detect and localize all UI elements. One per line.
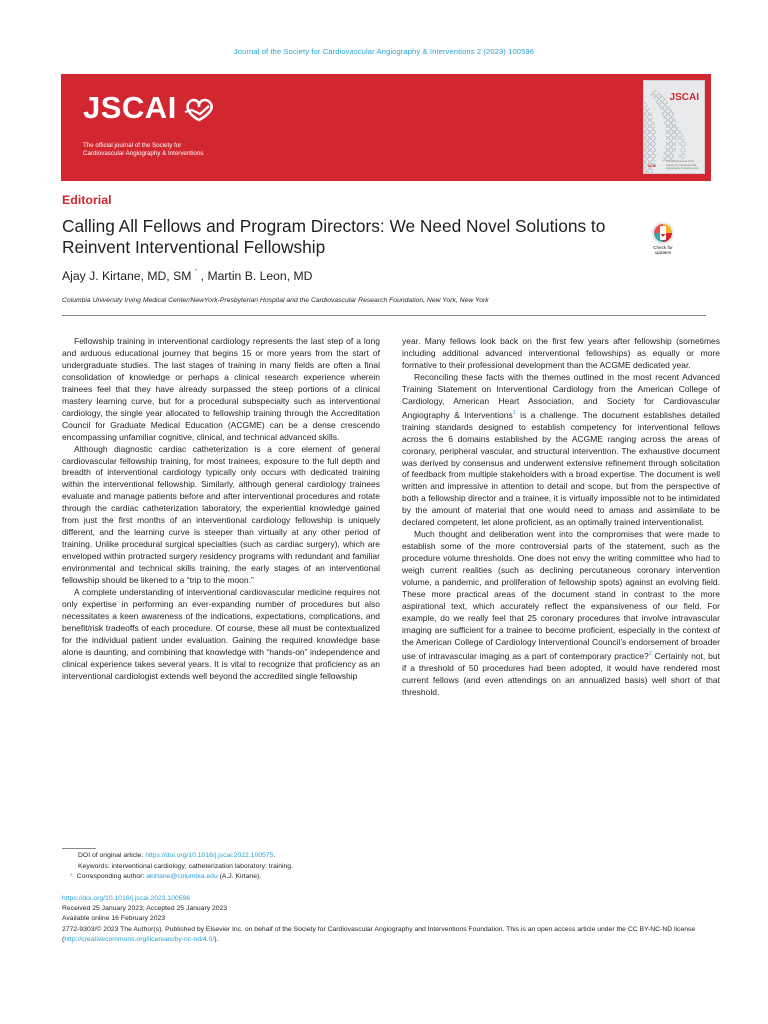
author-name: , Martin B. Leon, MD [200, 269, 313, 283]
cover-title: JSCAI [669, 92, 699, 103]
body-paragraph: Fellowship training in interventional cardiology represents the last step of a long and arduous educational journey that begins 15 or more years from the start of undergraduate studies. The last stages of training in many fields are often a final consolidation of knowledge or perhaps a clinical research experience wherein trainees feel that they have already surpassed the steep portions of a clinical mastery learning curve, but for a procedural subspecialty such as interventional cardiology, the single year allocated to fellowship training through the Accreditation Council for Graduate Medical Education (ACGME) can be a dense crescendo encompassing unfamiliar cognitive, clinical, and technical advanced skills. [62, 336, 380, 442]
corresponding-star: * [70, 873, 73, 881]
copyright-text: 2772-9303/© 2023 The Author(s). Published by Elsevier Inc. on behalf of the Society for Cardiovascular Angiography and Interventions Foundation. This is an open access article under the CC BY-NC-ND license ( [62, 925, 696, 943]
paragraph-text: Reconciling these facts with the themes outlined in the most recent Advanced Training Statement on Interventional Cardiology from the American College of Cardiology, American Heart Association, and Society for Cardiovascular Angiography & Interventions [402, 371, 720, 420]
author-name: Ajay J. Kirtane, MD, SM [62, 269, 192, 283]
journal-cover-thumbnail[interactable] [643, 80, 705, 174]
corr-label: Corresponding author: [76, 873, 147, 881]
footnotes [62, 851, 706, 883]
copyright-license [62, 925, 722, 945]
author-list [62, 268, 312, 283]
article-title: Calling All Fellows and Program Directors: We Need Novel Solutions to Reinvent Interventional Fellowship [62, 216, 606, 257]
paragraph-text: Much thought and deliberation went into the compromises that were made to establish some of the more controversial parts of the statement, such as the procedure volume thresholds. One does not envy the writing committee who had to weigh current realities (such as declining percutaneous coronary intervention volume, a pandemic, and proliferation of fellowship spots) against an evolving field. These more practical areas of the document stand in contrast to the more aspirational text, which accurately reflect the expansiveness of our field. For example, do we really feel that 25 coronary procedures that involve intravascular imaging are sufficient for a trainee to become proficient, especially in the context of the American College of Cardiology Interventional Council’s endorsement of broader use of intravascular imaging as a part of contemporary practice? [402, 529, 720, 661]
corresponding-author-note [62, 872, 706, 883]
license-end: ). [214, 935, 219, 943]
heart-logo-icon [184, 96, 214, 120]
journal-brand [83, 92, 214, 123]
check-for-updates-badge[interactable] [647, 222, 679, 260]
tagline-line: The official journal of the Society for [83, 142, 182, 149]
received-dates: Received 25 January 2023; Accepted 25 January 2023 [62, 905, 228, 913]
crossmark-line: Check for [653, 245, 673, 250]
reference-link[interactable]: 1 [512, 409, 516, 416]
journal-name: JSCAI [83, 90, 177, 125]
corresponding-author-mark[interactable]: * [194, 268, 198, 275]
original-article-doi [62, 851, 706, 862]
available-online: Available online 16 February 2023 [62, 915, 166, 923]
journal-tagline [83, 142, 283, 158]
affiliation: Columbia University Irving Medical Center/NewYork-Presbyterian Hospital and the Cardiovascular Research Foundation, New York, New York [62, 297, 489, 304]
doi-link[interactable]: https://doi.org/10.1016/j.jscai.2022.100575 [145, 852, 274, 859]
crossmark-icon [652, 222, 674, 244]
publication-info [62, 894, 722, 945]
journal-banner [61, 74, 711, 181]
body-column-left [62, 336, 380, 683]
footnote-divider [62, 848, 96, 849]
tagline-line: Cardiovascular Angiography & Interventions [83, 150, 204, 158]
doi-label: DOI of original article: [78, 852, 146, 859]
reference-link[interactable]: 2 [648, 650, 652, 657]
cover-foot-text: The official journal of the Society for Cardiovascular Angiography & Interventions [666, 160, 699, 170]
corr-end: (A.J. Kirtane). [217, 873, 262, 881]
article-doi-link[interactable]: https://doi.org/10.1016/j.jscai.2023.100596 [62, 895, 191, 902]
body-paragraph: A complete understanding of interventional cardiovascular medicine requires not only expertise in performing an ever-expanding number of procedures but also necessitates a keen awareness of the indications, expectations, complications, and benefit/risk tradeoffs of each procedure. Of course, these all must be contextualized for the individual patient under evaluation. Gaining the required knowledge base alone is daunting, and combining that knowledge with “hands-on” independence and clinical experience takes several years. It is vital to recognize that proficiency as an interventional cardiologist extends well beyond the accredited single fellowship [62, 587, 380, 681]
section-label: Editorial [62, 193, 112, 207]
body-paragraph: year. Many fellows look back on the first few years after fellowship (sometimes including additional advanced interventional fellowships) as equally or more formative to their professional development than the ACGME dedicated year. [402, 336, 720, 370]
body-paragraph [402, 529, 720, 698]
paragraph-text: is a challenge. The document establishes detailed training standards designed to establish competency for interventional fellows across the 6 domains established by the ACGME ranging across the areas of coronary, peripheral vascular, and structural intervention. The exhaustive document was derived by consensus and underwent extensive refinement through solicitation of feedback from multiple stakeholders with a broad expertise. The document is well written and impressive in attention to detail and scope, but from the perspective of both a fellowship director and a trainee, it is virtually impossible not to be intimidated by the amount of material that one would need to amass and assimilate to be declared competent, let alone proficient, as an optimally trained interventionalist. [402, 409, 720, 528]
body-paragraph: Although diagnostic cardiac catheterization is a core element of general cardiovascular fellowship training, for most trainees, exposure to the full depth and breadth of interventional cardiology typically only occurs with dedicated training within the interventional fellowship. Similarly, although general cardiology trainees evaluate and manage patients before and after interventional procedures and rotate through the cardiac catheterization laboratory, the experiential knowledge gained from just the first months of an interventional cardiology fellowship is uniquely different, and the learning curve is steeper than virtually at any other period of training. Unlike procedural surgical specialties (such as cardiac surgery), which are enveloped within protracted surgery residency programs with redundant and familiar environmental and technical skills training, the early stages of an interventional fellowship should be likened to a “trip to the moon.” [62, 443, 380, 586]
body-column-right [402, 336, 720, 699]
crossmark-label [647, 245, 679, 255]
license-link[interactable]: http://creativecommons.org/licenses/by-nc-nd/4.0/ [64, 935, 215, 943]
header-divider [62, 315, 706, 316]
cover-foot-logo: SCAI [648, 164, 657, 168]
paragraph-text: Certainly not, but if a threshold of 50 procedures had been adopted, it would have rendered most current fellows (and even attendings on an annualized basis) well short of that threshold. [402, 650, 720, 697]
keywords: Keywords: interventional cardiology; catheterization laboratory; training. [78, 862, 293, 870]
running-head[interactable]: Journal of the Society for Cardiovascular Angiography & Interventions 2 (2023) 100596 [233, 47, 535, 56]
crossmark-line: updates [654, 250, 672, 256]
email-link[interactable]: akirtane@columbia.edu [146, 873, 218, 881]
body-paragraph [402, 372, 720, 529]
doi-end: . [273, 852, 276, 859]
